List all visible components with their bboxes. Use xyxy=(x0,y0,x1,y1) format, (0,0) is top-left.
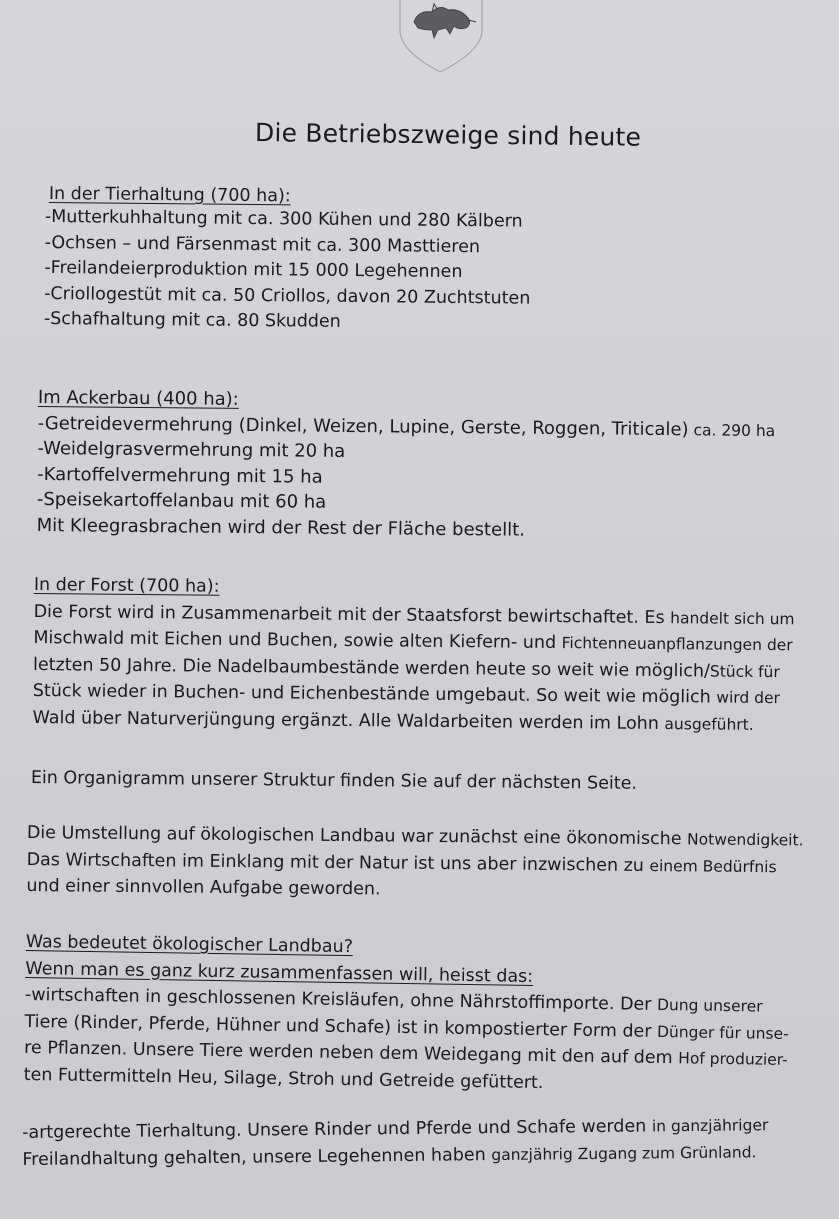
ackerbau-section xyxy=(37,385,776,545)
ackerbau-heading: Im Ackerbau (400 ha): xyxy=(37,386,239,410)
paragraph-line: Mischwald mit Eichen und Buchen, sowie alten Kiefern- und Fichtenneuanpflanzungen der xyxy=(33,627,793,655)
oeko-section xyxy=(24,929,791,1100)
list-item: -Mutterkuhhaltung mit ca. 300 Kühen und 280 Kälbern xyxy=(44,206,523,232)
paragraph-line: Die Forst wird in Zusammenarbeit mit der Staatsforst bewirtschaftet. Es handelt sich um xyxy=(33,601,795,628)
paragraph-line: Stück wieder in Buchen- und Eichenbestände umgebaut. So weit wie möglich wird der xyxy=(32,680,781,708)
list-item: -Criollogestüt mit ca. 50 Criollos, davon 20 Zuchtstuten xyxy=(44,283,531,309)
list-item: Mit Kleegrasbrachen wird der Rest der Fläche bestellt. xyxy=(36,514,526,541)
paragraph-line: Die Umstellung auf ökologischen Landbau war zunächst eine ökonomische Notwendigkeit. xyxy=(26,822,804,850)
paragraph-line: Das Wirtschaften im Einklang mit der Natur ist uns aber inzwischen zu einem Bedürfnis xyxy=(26,849,777,876)
list-item: -Schafhaltung mit ca. 80 Skudden xyxy=(43,308,341,332)
umstellung-paragraph xyxy=(26,820,803,907)
paragraph-line: Tiere (Rinder, Pferde, Hühner und Schafe) ist in kompostierter Form der Dünger für unse- xyxy=(24,1011,789,1043)
forst-section xyxy=(32,572,795,738)
organigramm-note: Ein Organigramm unserer Struktur finden Sie auf der nächsten Seite. xyxy=(30,767,638,794)
ackerbau-line1-tail: ca. 290 ha xyxy=(688,420,776,440)
paragraph-line: und einer sinnvollen Aufgabe geworden. xyxy=(26,875,381,900)
paragraph-line: letzten 50 Jahre. Die Nadelbaumbestände werden heute so weit wie möglich/Stück für xyxy=(33,654,780,681)
paragraph-line: -wirtschaften in geschlossenen Kreisläufen, ohne Nährstoffimporte. Der Dung unserer xyxy=(24,984,763,1016)
paragraph-line: Freilandhaltung gehalten, unsere Legehennen haben ganzjährig Zugang zum Grünland. xyxy=(22,1142,757,1170)
paragraph-line: re Pflanzen. Unsere Tiere werden neben dem Weidegang mit den auf dem Hof produzier- xyxy=(23,1037,788,1069)
paragraph-line: ten Futtermitteln Heu, Silage, Stroh und Getreide gefüttert. xyxy=(23,1064,544,1093)
tierhaltung-heading: In der Tierhaltung (700 ha): xyxy=(48,183,291,207)
oeko-heading-1: Was bedeutet ökologischer Landbau? xyxy=(25,931,354,958)
list-item: -Weidelgrasvermehrung mit 20 ha xyxy=(37,437,346,462)
list-item: -Freilandeierproduktion mit 15 000 Legehennen xyxy=(44,257,463,283)
list-item: -Speisekartoffelanbau mit 60 ha xyxy=(36,488,327,513)
oeko-heading-2: Wenn man es ganz kurz zusammenfassen will, heisst das: xyxy=(25,958,534,987)
paragraph-line: -artgerechte Tierhaltung. Unsere Rinder und Pferde und Schafe werden in ganzjähriger xyxy=(22,1116,769,1143)
list-item: -Kartoffelvermehrung mit 15 ha xyxy=(37,463,323,488)
ackerbau-line1-main: -Getreidevermehrung (Dinkel, Weizen, Lupine, Gerste, Roggen, Triticale) xyxy=(37,412,689,440)
list-item: -Ochsen – und Färsenmast mit ca. 300 Masttieren xyxy=(44,232,481,257)
forst-heading: In der Forst (700 ha): xyxy=(33,574,220,597)
boar-crest-logo xyxy=(388,0,492,76)
artgerecht-paragraph xyxy=(22,1112,769,1173)
paragraph-line: Wald über Naturverjüngung ergänzt. Alle Waldarbeiten werden im Lohn ausgeführt. xyxy=(32,707,754,734)
page-title: Die Betriebszweige sind heute xyxy=(254,118,642,152)
tierhaltung-list xyxy=(44,205,531,337)
